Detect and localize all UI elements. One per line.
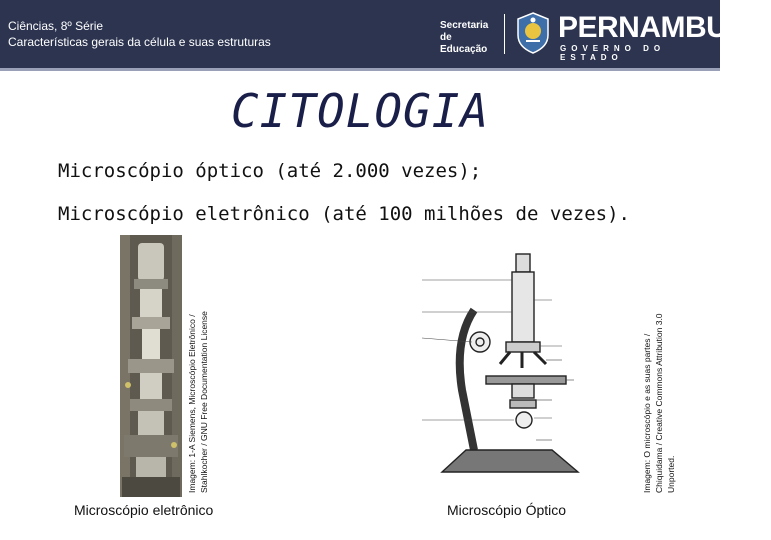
logo-separator xyxy=(504,14,505,54)
bullet-optical: Microscópio óptico (até 2.000 vezes); xyxy=(58,160,482,182)
secretaria-label xyxy=(440,20,502,56)
electron-credit-line1: Imagem: 1-A Siemens, Microscópio Eletrônico / xyxy=(187,314,197,493)
header-divider xyxy=(0,68,720,71)
optical-microscope-diagram xyxy=(402,250,602,490)
electron-microscope-label: Microscópio eletrônico xyxy=(74,502,214,518)
optical-credit-line2: Chiquidama / Creative Commons Attribution 3.0 xyxy=(654,313,664,493)
header-bar xyxy=(0,0,771,68)
course-line: Ciências, 8º Série xyxy=(8,19,104,33)
secretaria-line1: Secretaria de xyxy=(440,20,489,43)
topic-line: Características gerais da célula e suas estruturas xyxy=(8,35,271,49)
electron-credit-line2: Stahlkocher / GNU Free Documentation License xyxy=(199,311,209,493)
optical-image-credit xyxy=(640,235,696,497)
electron-image-credit xyxy=(185,235,221,497)
bullet-electron: Microscópio eletrônico (até 100 milhões de vezes). xyxy=(58,203,630,225)
course-info xyxy=(8,18,271,50)
electron-microscope-image xyxy=(120,235,182,497)
slide-title: CITOLOGIA xyxy=(230,84,490,138)
government-logo xyxy=(440,8,771,62)
optical-credit-line3: Unported. xyxy=(666,455,676,493)
state-subtitle: GOVERNO DO ESTADO xyxy=(560,44,666,62)
secretaria-line2: Educação xyxy=(440,44,488,55)
optical-microscope-label: Microscópio Óptico xyxy=(447,502,567,518)
optical-credit-line1: Imagem: O microscópio e as suas partes / xyxy=(642,333,652,493)
state-name: PERNAMBUCO xyxy=(558,11,771,44)
state-seal-icon xyxy=(514,11,552,55)
